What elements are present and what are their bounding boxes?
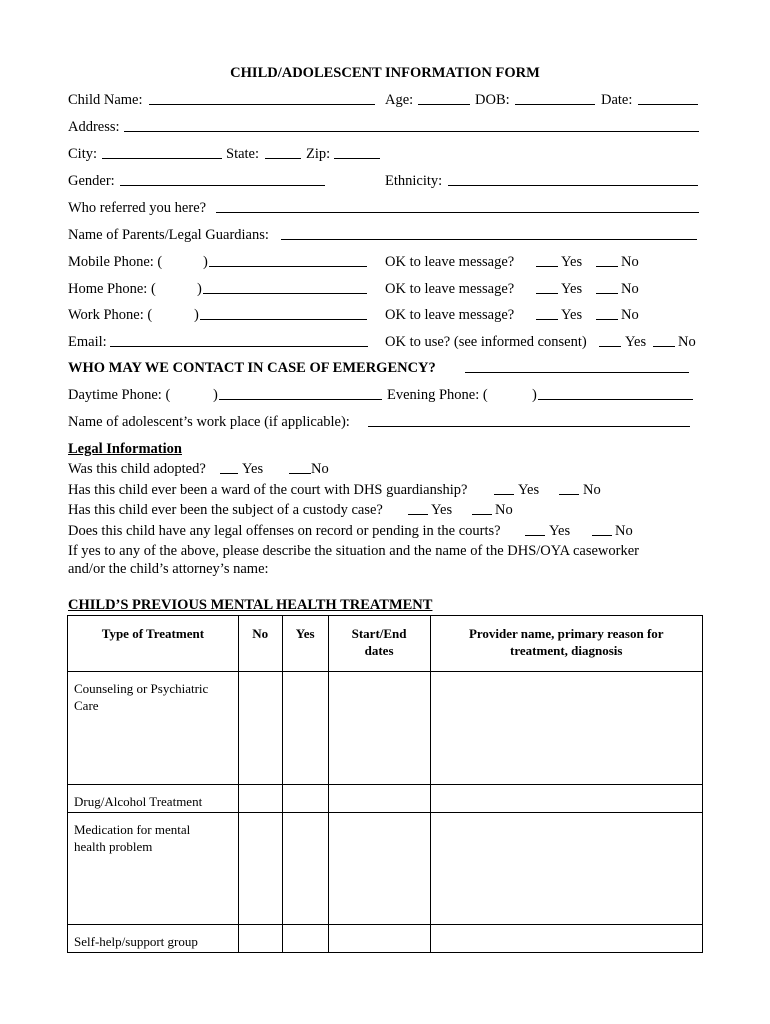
- col-provider-header: [430, 616, 703, 672]
- dates-cell[interactable]: [328, 672, 430, 785]
- legal-heading: Legal Information: [68, 441, 182, 457]
- work-row: [68, 305, 698, 325]
- city-label: City:: [68, 146, 98, 162]
- work-yes-blank[interactable]: [536, 305, 558, 320]
- emergency-heading: WHO MAY WE CONTACT IN CASE OF EMERGENCY?: [68, 360, 436, 376]
- legal-q2-yes-label: Yes: [518, 482, 540, 498]
- treatment-type-line1: Medication for mental: [74, 822, 191, 837]
- legal-q1-no-blank[interactable]: [289, 459, 311, 474]
- provider-cell[interactable]: [430, 813, 703, 925]
- email-field[interactable]: [110, 332, 368, 347]
- work-field[interactable]: [200, 305, 367, 320]
- city-field[interactable]: [102, 144, 222, 159]
- mobile-no-blank[interactable]: [596, 252, 618, 267]
- referred-label: Who referred you here?: [68, 200, 207, 216]
- zip-field[interactable]: [334, 144, 380, 159]
- referred-row: [68, 198, 698, 218]
- col-no-header: [238, 616, 282, 672]
- col-dates-line2: dates: [364, 643, 394, 658]
- dates-cell[interactable]: [328, 925, 430, 953]
- provider-cell[interactable]: [430, 785, 703, 813]
- no-cell[interactable]: [238, 785, 282, 813]
- mobile-ok-label: OK to leave message?: [385, 254, 515, 270]
- workplace-row: [68, 412, 698, 432]
- treatment-type-cell: [68, 785, 239, 813]
- child-name-label: Child Name:: [68, 92, 143, 108]
- date-field[interactable]: [638, 90, 698, 105]
- col-type-text: Type of Treatment: [101, 626, 205, 641]
- col-yes-text: Yes: [295, 626, 315, 641]
- date-label: Date:: [601, 92, 633, 108]
- table-row: [68, 813, 703, 925]
- work-paren: ): [194, 307, 199, 323]
- legal-note-line1: If yes to any of the above, please describe the situation and the name of the DHS/OYA caseworker: [68, 543, 639, 559]
- dob-label: DOB:: [475, 92, 510, 108]
- gender-row: [68, 171, 698, 191]
- legal-q3-text: Has this child ever been the subject of a custody case?: [68, 502, 383, 518]
- email-row: [68, 332, 698, 352]
- mobile-field[interactable]: [209, 252, 367, 267]
- evening-field[interactable]: [538, 385, 693, 400]
- treatment-type-cell: [68, 672, 239, 785]
- legal-note-row-2: [68, 559, 698, 579]
- treatment-type-line2: Care: [74, 698, 99, 713]
- legal-q1-text: Was this child adopted?: [68, 461, 206, 477]
- age-field[interactable]: [418, 90, 470, 105]
- gender-field[interactable]: [120, 171, 325, 186]
- yes-cell[interactable]: [282, 925, 328, 953]
- evening-label: Evening Phone: (: [387, 387, 488, 403]
- col-provider-line1: Provider name, primary reason for: [468, 626, 664, 641]
- table-row: [68, 672, 703, 785]
- home-ok-label: OK to leave message?: [385, 281, 515, 297]
- legal-q2-yes-blank[interactable]: [494, 480, 514, 495]
- form-title: CHILD/ADOLESCENT INFORMATION FORM: [230, 65, 540, 81]
- legal-q2-no-label: No: [583, 482, 601, 498]
- email-ok-label: OK to use? (see informed consent): [385, 334, 587, 350]
- treatment-heading-row: [68, 595, 698, 615]
- legal-q4-no-blank[interactable]: [592, 521, 612, 536]
- provider-cell[interactable]: [430, 672, 703, 785]
- legal-q2-text: Has this child ever been a ward of the court with DHS guardianship?: [68, 482, 468, 498]
- work-label: Work Phone: (: [68, 307, 153, 323]
- state-field[interactable]: [265, 144, 301, 159]
- treatment-type-line1: Drug/Alcohol Treatment: [74, 794, 203, 809]
- treatment-type-line1: Self-help/support group: [74, 934, 198, 949]
- yes-cell[interactable]: [282, 785, 328, 813]
- mobile-row: [68, 252, 698, 272]
- workplace-label: Name of adolescent’s work place (if applicable):: [68, 414, 350, 430]
- treatment-type-line1: Counseling or Psychiatric: [74, 681, 209, 696]
- emergency-field[interactable]: [465, 358, 689, 373]
- legal-q4-row: [68, 521, 698, 541]
- col-type-header: [68, 616, 239, 672]
- home-label: Home Phone: (: [68, 281, 156, 297]
- home-row: [68, 279, 698, 299]
- mobile-paren: ): [203, 254, 208, 270]
- work-yes-label: Yes: [561, 307, 583, 323]
- emergency-row: [68, 358, 698, 378]
- legal-q3-row: [68, 500, 698, 520]
- table-row: [68, 785, 703, 813]
- referred-field[interactable]: [216, 198, 699, 213]
- work-no-label: No: [621, 307, 639, 323]
- work-no-blank[interactable]: [596, 305, 618, 320]
- gender-label: Gender:: [68, 173, 115, 189]
- treatment-type-cell: [68, 813, 239, 925]
- yes-cell[interactable]: [282, 672, 328, 785]
- parents-label: Name of Parents/Legal Guardians:: [68, 227, 269, 243]
- legal-note-line2: and/or the child’s attorney’s name:: [68, 561, 269, 577]
- ethnicity-label: Ethnicity:: [385, 173, 443, 189]
- legal-q4-text: Does this child have any legal offenses on record or pending in the courts?: [68, 523, 501, 539]
- col-no-text: No: [252, 626, 269, 641]
- address-row: [68, 117, 698, 137]
- mobile-yes-label: Yes: [561, 254, 583, 270]
- legal-q1-yes-blank[interactable]: [220, 459, 238, 474]
- home-paren: ): [197, 281, 202, 297]
- col-yes-header: [282, 616, 328, 672]
- email-no-label: No: [678, 334, 696, 350]
- legal-q4-yes-blank[interactable]: [525, 521, 545, 536]
- child-info-row: [68, 90, 698, 110]
- home-yes-label: Yes: [561, 281, 583, 297]
- yes-cell[interactable]: [282, 813, 328, 925]
- legal-q4-no-label: No: [615, 523, 633, 539]
- mobile-no-label: No: [621, 254, 639, 270]
- treatment-type-line2: health problem: [74, 839, 153, 854]
- dates-cell[interactable]: [328, 813, 430, 925]
- legal-q3-no-blank[interactable]: [472, 500, 492, 515]
- legal-q2-row: [68, 480, 698, 500]
- address-label: Address:: [68, 119, 120, 135]
- table-row: [68, 925, 703, 953]
- home-no-blank[interactable]: [596, 279, 618, 294]
- legal-q2-no-blank[interactable]: [559, 480, 579, 495]
- mobile-label: Mobile Phone: (: [68, 254, 163, 270]
- child-name-field[interactable]: [149, 90, 375, 105]
- email-no-blank[interactable]: [653, 332, 675, 347]
- legal-q4-yes-label: Yes: [549, 523, 571, 539]
- home-yes-blank[interactable]: [536, 279, 558, 294]
- dob-field[interactable]: [515, 90, 595, 105]
- zip-label: Zip:: [306, 146, 331, 162]
- home-field[interactable]: [203, 279, 367, 294]
- email-yes-label: Yes: [625, 334, 647, 350]
- legal-q1-row: [68, 459, 698, 479]
- daytime-field[interactable]: [219, 385, 382, 400]
- state-label: State:: [226, 146, 260, 162]
- legal-q1-yes-label: Yes: [242, 461, 264, 477]
- no-cell[interactable]: [238, 925, 282, 953]
- legal-heading-row: [68, 439, 698, 459]
- daytime-paren: ): [213, 387, 218, 403]
- parents-row: [68, 225, 698, 245]
- work-ok-label: OK to leave message?: [385, 307, 515, 323]
- city-row: [68, 144, 698, 164]
- age-label: Age:: [385, 92, 414, 108]
- col-provider-line2: treatment, diagnosis: [510, 643, 623, 658]
- legal-q3-yes-label: Yes: [431, 502, 453, 518]
- email-label: Email:: [68, 334, 107, 350]
- no-cell[interactable]: [238, 672, 282, 785]
- treatment-type-cell: [68, 925, 239, 953]
- parents-field[interactable]: [281, 225, 697, 240]
- home-no-label: No: [621, 281, 639, 297]
- dates-cell[interactable]: [328, 785, 430, 813]
- treatment-header-row: [68, 616, 703, 672]
- treatment-heading: CHILD’S PREVIOUS MENTAL HEALTH TREATMENT: [68, 597, 433, 613]
- emergency-phones-row: [68, 385, 698, 405]
- mobile-yes-blank[interactable]: [536, 252, 558, 267]
- legal-note-row-1: [68, 541, 698, 561]
- ethnicity-field[interactable]: [448, 171, 698, 186]
- col-dates-header: [328, 616, 430, 672]
- evening-paren: ): [532, 387, 537, 403]
- treatment-table: [67, 615, 703, 953]
- address-field[interactable]: [124, 117, 699, 132]
- provider-cell[interactable]: [430, 925, 703, 953]
- email-yes-blank[interactable]: [599, 332, 621, 347]
- daytime-label: Daytime Phone: (: [68, 387, 171, 403]
- no-cell[interactable]: [238, 813, 282, 925]
- legal-q3-yes-blank[interactable]: [408, 500, 428, 515]
- col-dates-line1: Start/End: [351, 626, 407, 641]
- workplace-field[interactable]: [368, 412, 690, 427]
- legal-q3-no-label: No: [495, 502, 513, 518]
- legal-q1-no-label: No: [311, 461, 329, 477]
